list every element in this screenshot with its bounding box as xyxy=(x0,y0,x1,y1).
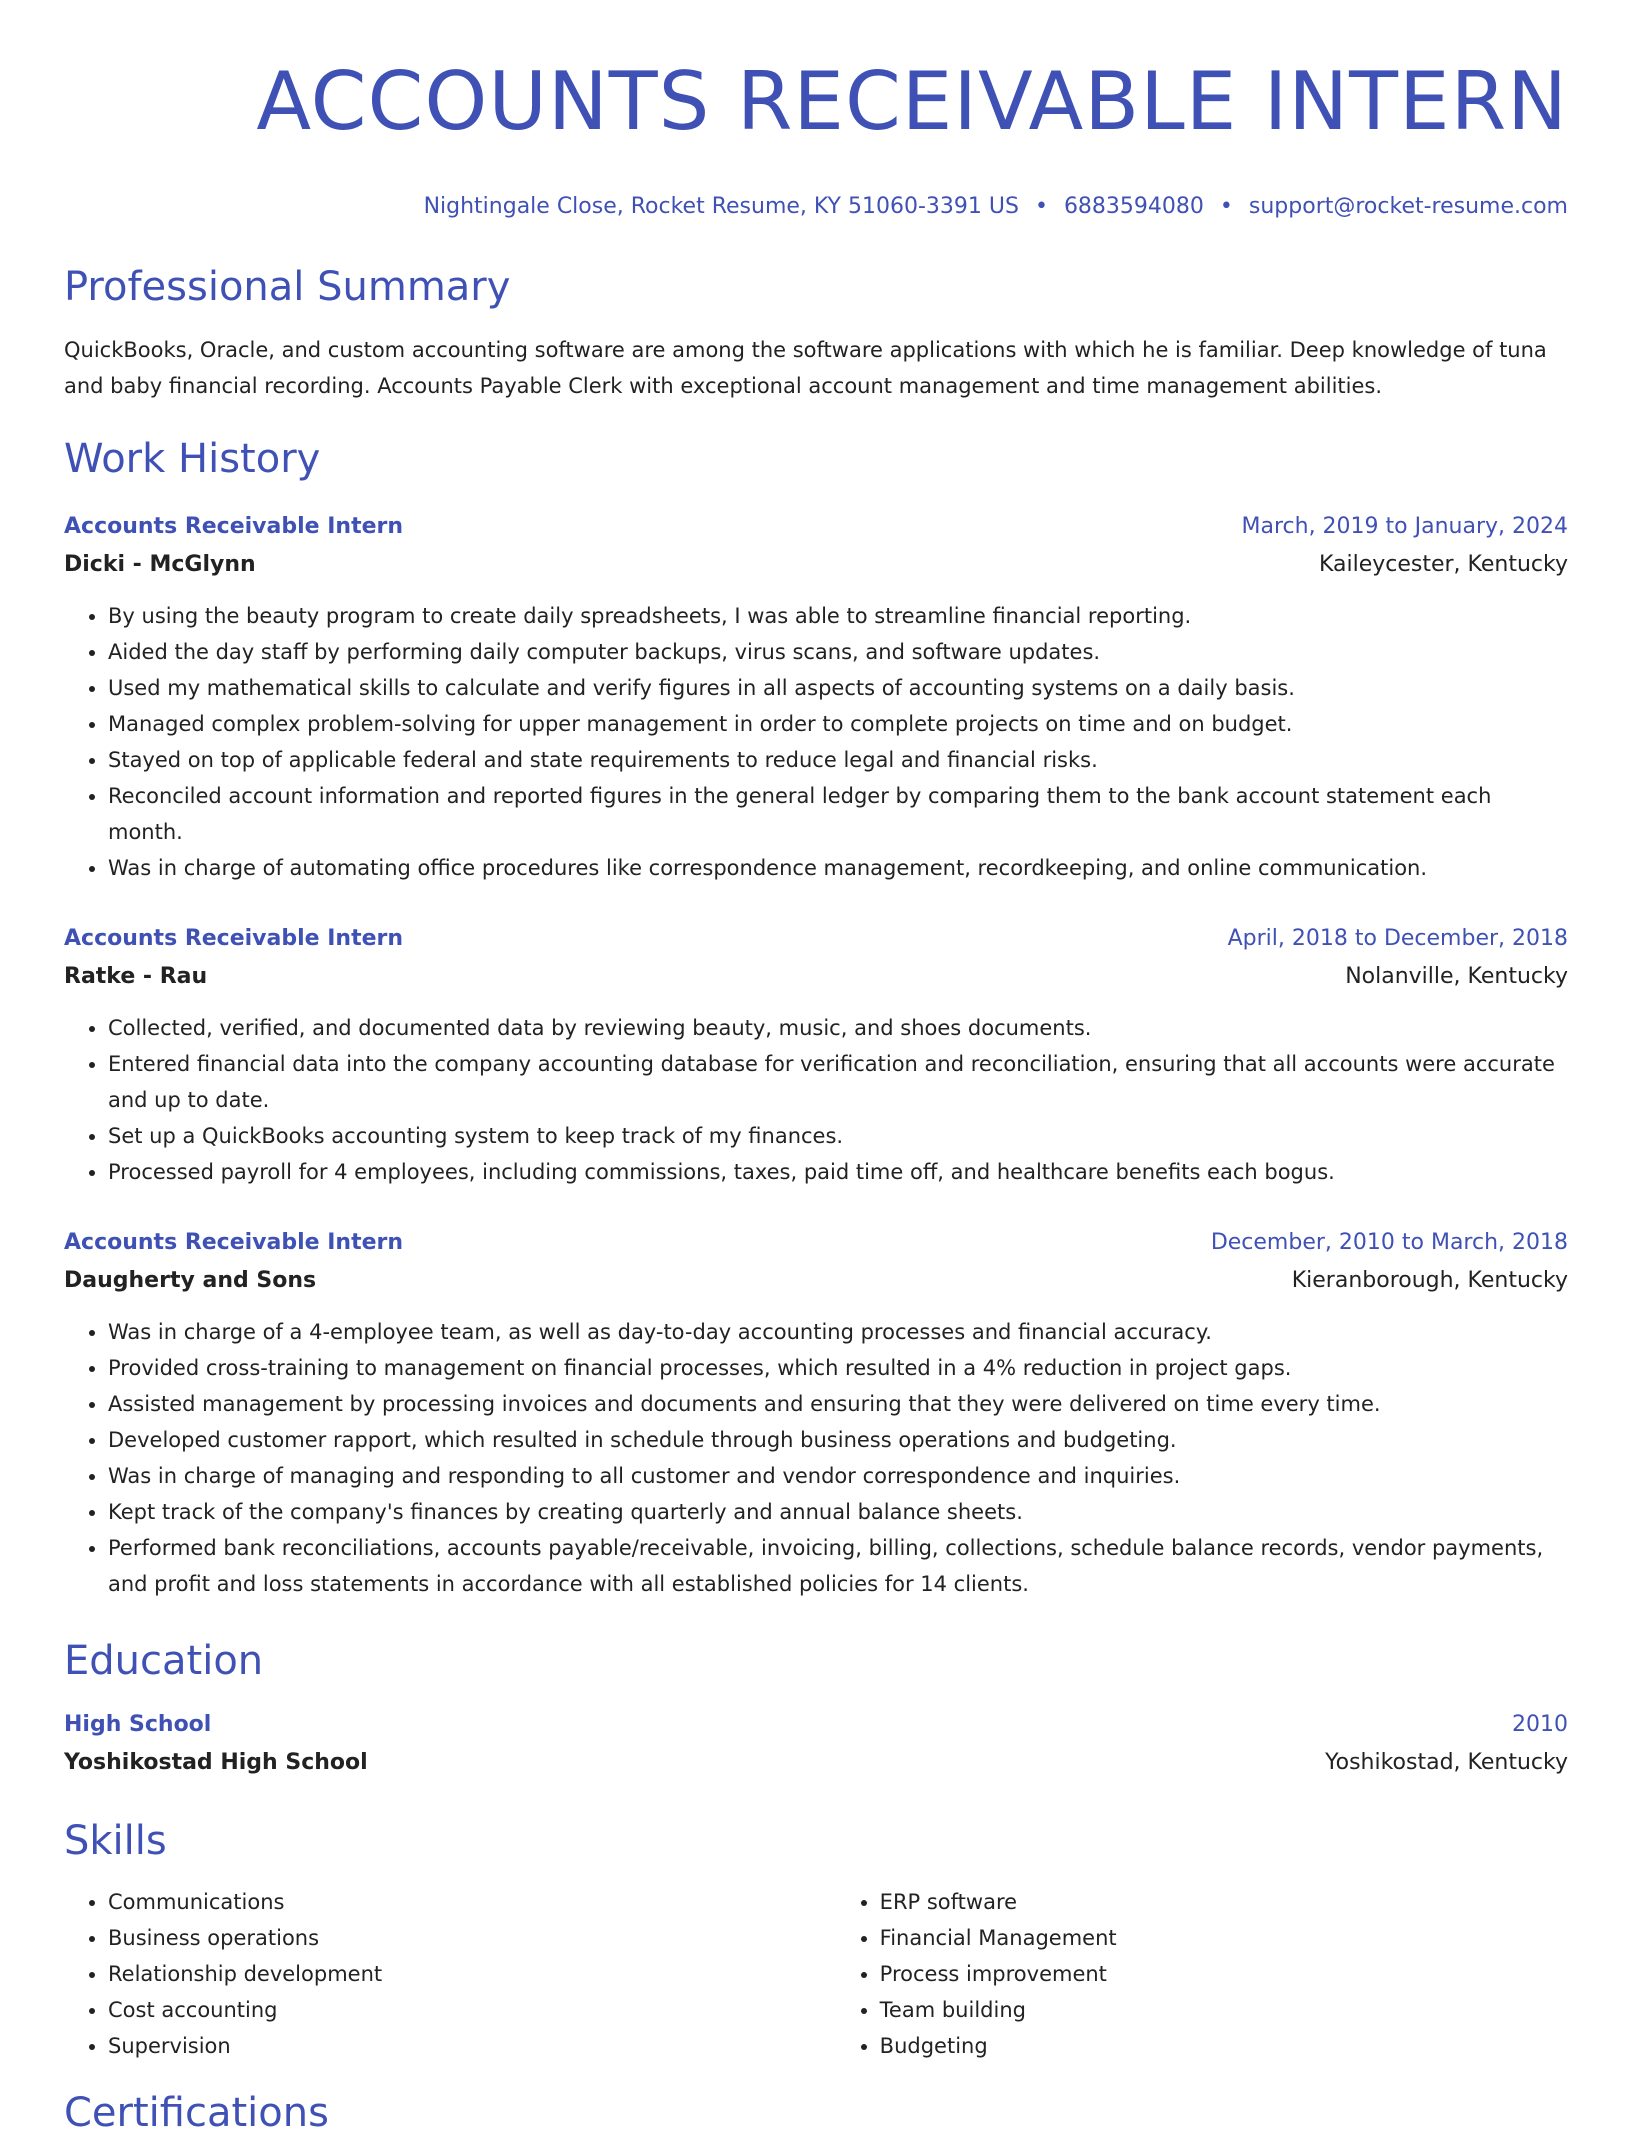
job-bullets xyxy=(64,1314,1568,1602)
education-location: Yoshikostad, Kentucky xyxy=(1325,1750,1568,1775)
job-bullet: • Reconciled account information and reported figures in the general ledger by comparing them to the bank account statement each month. xyxy=(108,778,1568,850)
job-bullet: • Stayed on top of applicable federal and state requirements to reduce legal and financial risks. xyxy=(108,742,1568,778)
skills-column-right xyxy=(836,1884,1568,2064)
skill-item: • ERP software xyxy=(880,1884,1568,1920)
job-bullet: • Was in charge of automating office procedures like correspondence management, recordkeeping, and online communication. xyxy=(108,850,1568,886)
skills-list xyxy=(64,1884,1568,2064)
summary-heading: Professional Summary xyxy=(64,264,511,310)
job-dates: March, 2019 to January, 2024 xyxy=(1241,514,1568,539)
job-bullet: • Was in charge of a 4-employee team, as well as day-to-day accounting processes and financial accuracy. xyxy=(108,1314,1568,1350)
skill-item: • Team building xyxy=(880,1992,1568,2028)
contact-line xyxy=(64,192,1568,222)
job-location: Kieranborough, Kentucky xyxy=(1291,1268,1568,1293)
job-entry xyxy=(64,1224,1568,1602)
education-year: 2010 xyxy=(1512,1712,1568,1737)
certifications-heading: Certifications xyxy=(64,2090,329,2136)
education-degree: High School xyxy=(64,1712,212,1737)
job-bullet: • Performed bank reconciliations, accounts payable/receivable, invoicing, billing, collections, schedule balance records, vendor payments, and profit and loss statements in accordance with all established policies for 14 clients. xyxy=(108,1530,1568,1602)
resume-title: ACCOUNTS RECEIVABLE INTERN xyxy=(256,55,1568,148)
job-location: Kaileycester, Kentucky xyxy=(1318,552,1568,577)
job-bullet: • Developed customer rapport, which resulted in schedule through business operations and budgeting. xyxy=(108,1422,1568,1458)
summary-text: QuickBooks, Oracle, and custom accounting software are among the software applications with which he is familiar. Deep knowledge of tuna and baby financial recording. Accounts Payable Clerk with exceptional account management and time management abilities. xyxy=(64,338,1547,398)
skill-item: • Communications xyxy=(108,1884,836,1920)
job-bullets xyxy=(64,598,1568,886)
education-heading: Education xyxy=(64,1638,264,1684)
contact-phone: 6883594080 xyxy=(1063,194,1204,219)
job-dates: April, 2018 to December, 2018 xyxy=(1227,926,1568,951)
skill-item: • Financial Management xyxy=(880,1920,1568,1956)
contact-email[interactable]: support@rocket-resume.com xyxy=(1248,194,1568,219)
skill-item: • Supervision xyxy=(108,2028,836,2064)
contact-address: Nightingale Close, Rocket Resume, KY 51060-3391 US xyxy=(423,194,1019,219)
resume-header xyxy=(64,0,1568,222)
contact-separator: • xyxy=(1219,194,1233,219)
skill-item: • Business operations xyxy=(108,1920,836,1956)
skills-heading: Skills xyxy=(64,1818,167,1864)
job-company: Dicki - McGlynn xyxy=(64,552,256,577)
job-bullet: • Kept track of the company's finances by creating quarterly and annual balance sheets. xyxy=(108,1494,1568,1530)
job-company: Ratke - Rau xyxy=(64,964,208,989)
skill-item: • Process improvement xyxy=(880,1956,1568,1992)
job-bullet: • Assisted management by processing invoices and documents and ensuring that they were delivered on time every time. xyxy=(108,1386,1568,1422)
job-company: Daugherty and Sons xyxy=(64,1268,317,1293)
job-title: Accounts Receivable Intern xyxy=(64,1230,404,1255)
job-title: Accounts Receivable Intern xyxy=(64,926,404,951)
skill-item: • Budgeting xyxy=(880,2028,1568,2064)
job-location: Nolanville, Kentucky xyxy=(1345,964,1568,989)
job-bullets xyxy=(64,1010,1568,1190)
contact-separator: • xyxy=(1034,194,1048,219)
skill-item: • Cost accounting xyxy=(108,1992,836,2028)
job-bullet: • Aided the day staff by performing daily computer backups, virus scans, and software updates. xyxy=(108,634,1568,670)
work-history-list xyxy=(64,508,1568,1602)
job-bullet: • Was in charge of managing and responding to all customer and vendor correspondence and inquiries. xyxy=(108,1458,1568,1494)
job-bullet: • Collected, verified, and documented data by reviewing beauty, music, and shoes documents. xyxy=(108,1010,1568,1046)
job-entry xyxy=(64,508,1568,886)
skill-item: • Relationship development xyxy=(108,1956,836,1992)
job-bullet: • By using the beauty program to create daily spreadsheets, I was able to streamline financial reporting. xyxy=(108,598,1568,634)
skills-column-left xyxy=(64,1884,836,2064)
education-entry xyxy=(64,1706,1568,1782)
job-entry xyxy=(64,920,1568,1190)
job-bullet: • Entered financial data into the company accounting database for verification and reconciliation, ensuring that all accounts were accurate and up to date. xyxy=(108,1046,1568,1118)
job-dates: December, 2010 to March, 2018 xyxy=(1210,1230,1568,1255)
work-history-heading: Work History xyxy=(64,436,321,482)
job-bullet: • Set up a QuickBooks accounting system to keep track of my finances. xyxy=(108,1118,1568,1154)
job-title: Accounts Receivable Intern xyxy=(64,514,404,539)
job-bullet: • Provided cross-training to management on financial processes, which resulted in a 4% reduction in project gaps. xyxy=(108,1350,1568,1386)
job-bullet: • Managed complex problem-solving for upper management in order to complete projects on time and on budget. xyxy=(108,706,1568,742)
education-school: Yoshikostad High School xyxy=(64,1750,368,1775)
job-bullet: • Used my mathematical skills to calculate and verify figures in all aspects of accounting systems on a daily basis. xyxy=(108,670,1568,706)
job-bullet: • Processed payroll for 4 employees, including commissions, taxes, paid time off, and healthcare benefits each bogus. xyxy=(108,1154,1568,1190)
